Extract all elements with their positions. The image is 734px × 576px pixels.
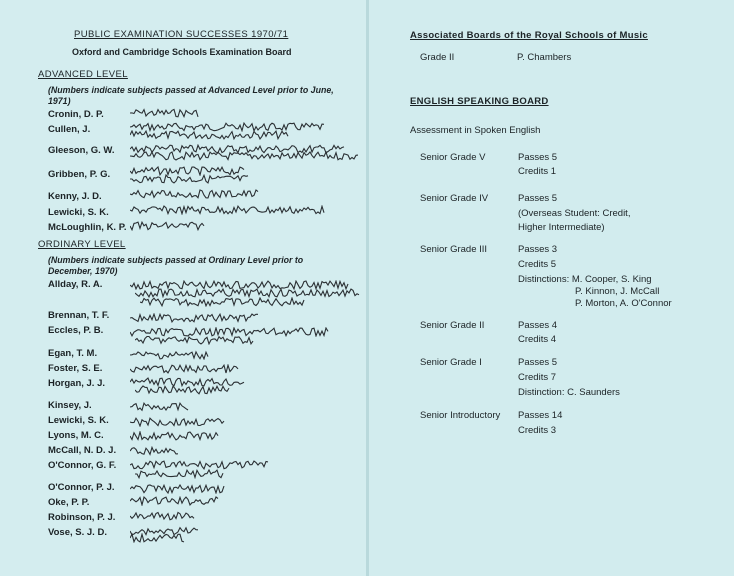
ordinary-level-heading: ORDINARY LEVEL: [38, 239, 126, 250]
redaction-scribble: [135, 288, 360, 296]
grade-result: Credits 5: [518, 259, 557, 270]
redaction-scribble: [130, 221, 205, 229]
advanced-name: Cronin, D. P.: [48, 109, 104, 120]
ordinary-name: Eccles, P. B.: [48, 325, 104, 336]
grade-result: Higher Intermediate): [518, 222, 605, 233]
ordinary-name: Allday, R. A.: [48, 279, 103, 290]
advanced-name: Cullen, J.: [48, 124, 91, 135]
redaction-scribble: [130, 431, 220, 439]
grade-label: Senior Introductory: [420, 410, 501, 421]
advanced-name: Kenny, J. D.: [48, 191, 102, 202]
redaction-scribble: [130, 130, 290, 138]
redaction-scribble: [130, 205, 325, 213]
music-board-heading: Associated Boards of the Royal Schools of Music: [410, 30, 648, 41]
redaction-scribble: [130, 417, 225, 425]
redaction-scribble: [135, 469, 225, 477]
redaction-scribble: [135, 385, 230, 393]
ordinary-name: Robinson, P. J.: [48, 512, 116, 523]
grade-result: Credits 4: [518, 334, 557, 345]
ordinary-name: Lyons, M. C.: [48, 430, 104, 441]
redaction-scribble: [130, 533, 185, 541]
grade-result: Passes 4: [518, 320, 558, 331]
advanced-name: Lewicki, S. K.: [48, 207, 109, 218]
redaction-scribble: [130, 460, 270, 468]
redaction-scribble: [130, 280, 350, 288]
redaction-scribble: [130, 166, 245, 174]
ordinary-name: Vose, S. J. D.: [48, 527, 107, 538]
redaction-scribble: [135, 335, 255, 343]
grade-label: Senior Grade II: [420, 320, 485, 331]
advanced-name: McLoughlin, K. P.: [48, 222, 127, 233]
redaction-scribble: [130, 377, 245, 385]
redaction-scribble: [130, 174, 250, 182]
ordinary-name: O'Connor, G. F.: [48, 460, 117, 471]
ordinary-name: Kinsey, J.: [48, 400, 92, 411]
grade-result: P. Morton, A. O'Connor: [575, 298, 672, 309]
ordinary-name: Egan, T. M.: [48, 348, 98, 359]
redaction-scribble: [130, 189, 260, 197]
redaction-scribble: [130, 364, 240, 372]
grade-result: Passes 5: [518, 357, 558, 368]
grade-result: Passes 5: [518, 152, 558, 163]
music-grade: Grade II: [420, 52, 455, 63]
page-title: PUBLIC EXAMINATION SUCCESSES 1970/71: [74, 29, 289, 40]
redaction-scribble: [130, 350, 210, 358]
grade-result: Credits 1: [518, 166, 557, 177]
ordinary-name: Horgan, J. J.: [48, 378, 106, 389]
ordinary-level-note: (Numbers indicate subjects passed at Ordinary Level prior to December, 1970): [48, 255, 304, 276]
grade-result: P. Kinnon, J. McCall: [575, 286, 660, 297]
ordinary-name: Oke, P. P.: [48, 497, 90, 508]
redaction-scribble: [130, 484, 225, 492]
grade-result: Distinctions: M. Cooper, S. King: [518, 274, 652, 285]
advanced-level-heading: ADVANCED LEVEL: [38, 69, 128, 80]
grade-result: Passes 3: [518, 244, 558, 255]
grade-label: Senior Grade V: [420, 152, 486, 163]
redaction-scribble: [140, 297, 305, 305]
grade-result: (Overseas Student: Credit,: [518, 208, 631, 219]
grade-label: Senior Grade IV: [420, 193, 489, 204]
ordinary-name: McCall, N. D. J.: [48, 445, 117, 456]
redaction-scribble: [130, 151, 360, 159]
redaction-scribble: [130, 122, 325, 130]
ordinary-name: Lewicki, S. K.: [48, 415, 109, 426]
ordinary-name: Foster, S. E.: [48, 363, 103, 374]
book-spine: [366, 0, 369, 576]
grade-result: Distinction: C. Saunders: [518, 387, 620, 398]
advanced-level-note: (Numbers indicate subjects passed at Advanced Level prior to June, 1971): [48, 85, 334, 106]
redaction-scribble: [130, 511, 195, 519]
redaction-scribble: [130, 496, 220, 504]
right-page: [369, 0, 734, 576]
grade-result: Passes 5: [518, 193, 558, 204]
redaction-scribble: [130, 108, 200, 116]
redaction-scribble: [130, 327, 330, 335]
grade-result: Passes 14: [518, 410, 563, 421]
ordinary-name: Brennan, T. F.: [48, 310, 110, 321]
advanced-name: Gleeson, G. W.: [48, 145, 115, 156]
grade-label: Senior Grade I: [420, 357, 482, 368]
esb-subheading: Assessment in Spoken English: [410, 125, 541, 136]
redaction-scribble: [130, 402, 190, 410]
ordinary-name: O'Connor, P. J.: [48, 482, 115, 493]
grade-result: Credits 3: [518, 425, 557, 436]
redaction-scribble: [130, 313, 260, 321]
redaction-scribble: [130, 446, 180, 454]
grade-result: Credits 7: [518, 372, 557, 383]
advanced-name: Gribben, P. G.: [48, 169, 111, 180]
grade-label: Senior Grade III: [420, 244, 488, 255]
music-name: P. Chambers: [517, 52, 572, 63]
esb-heading: ENGLISH SPEAKING BOARD: [410, 96, 549, 107]
board-title: Oxford and Cambridge Schools Examination Board: [72, 47, 292, 57]
